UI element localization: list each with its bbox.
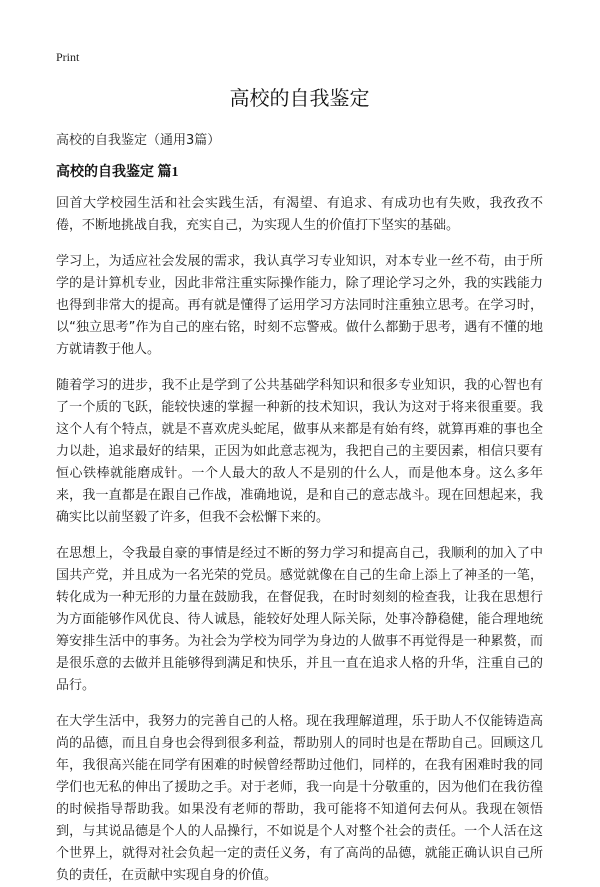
paragraph-progress: 随着学习的进步，我不止是学到了公共基础学科知识和很多专业知识，我的心智也有了一个质的飞跃，能较快速的掌握一种新的技术知识，我认为这对于将来很重要。我这个人有个特点，就是不喜欢虎头蛇尾，做事从来都是有始有终，就算再难的事也全力以赴，追求最好的结果，正因为如此意志视为，我把自己的主要因素，相信只要有恒心铁棒就能磨成针。一个人最大的敌人不是别的什么人，而是他本身。这么多年来，我一直都是在跟自己作战，准确地说，是和自己的意志战斗。现在回想起来，我确实比以前坚毅了许多，但我不会松懈下来的。 bbox=[56, 378, 543, 525]
page-title: 高校的自我鉴定 bbox=[229, 86, 370, 110]
print-link[interactable]: Print bbox=[56, 50, 80, 64]
paragraph-intro: 回首大学校园生活和社会实践生活，有渴望、有追求、有成功也有失败，我孜孜不倦，不断地挑战自我，充实自己，为实现人生的价值打下坚实的基础。 bbox=[56, 196, 543, 233]
document-subtitle: 高校的自我鉴定（通用3篇） bbox=[56, 133, 221, 148]
paragraph-study: 学习上，为适应社会发展的需求，我认真学习专业知识，对本专业一丝不苟，由于所学的是计算机专业，因此非常注重实际操作能力，除了理论学习之外，我的实践能力也得到非常大的提高。再有就是懂得了运用学习方法同时注重独立思考。在学习时，以“独立思考”作为自己的座右铭，时刻不忘警戒。做什么都勤于思考，遇有不懂的地方就请教于他人。 bbox=[56, 254, 543, 357]
paragraph-character: 在大学生活中，我努力的完善自己的人格。现在我理解道理，乐于助人不仅能铸造高尚的品德，而且自身也会得到很多利益，帮助别人的同时也是在帮助自己。回顾这几年，我很高兴能在同学有困难的时候曾经帮助过他们，同样的，在我有困难时我的同学们也无私的伸出了援助之手。对于老师，我一向是十分敬重的，因为他们在我彷徨的时候指导帮助我。如果没有老师的帮助，我可能将不知道何去何从。我现在领悟到，与其说品德是个人的人品操行，不如说是个人对整个社会的责任。一个人活在这个世界上，就得对社会负起一定的责任义务，有了高尚的品德，就能正确认识自己所负的责任，在贡献中实现自身的价值。 bbox=[56, 714, 543, 883]
section-heading: 高校的自我鉴定 篇1 bbox=[56, 165, 179, 180]
paragraph-thought: 在思想上，令我最自豪的事情是经过不断的努力学习和提高自己，我顺利的加入了中国共产党，并且成为一名光荣的党员。感觉就像在自己的生命上添上了神圣的一笔，转化成为一种无形的力量在鼓励我，在督促我，在时时刻刻的检查我，让我在思想行为方面能够作风优良、待人诚恳，能较好处理人际关际，处事冷静稳健，能合理地统筹安排生活中的事务。为社会为学校为同学为身边的人做事不再觉得是一种累赘，而是很乐意的去做并且能够得到满足和快乐，并且一直在追求人格的升华，注重自己的品行。 bbox=[56, 546, 543, 693]
